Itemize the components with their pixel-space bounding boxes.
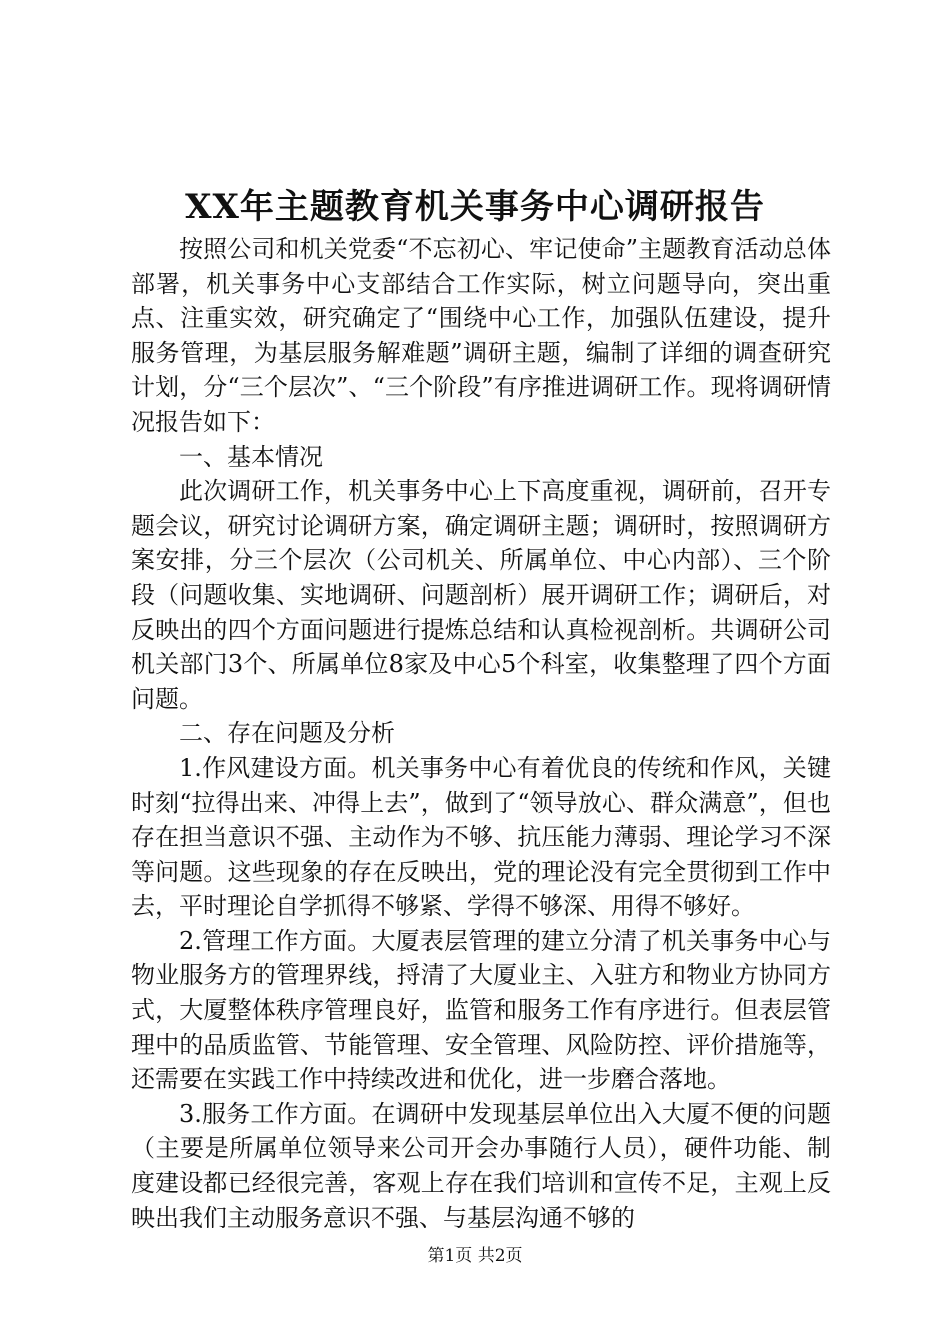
page-number-footer: 第1页 共2页 xyxy=(427,1246,523,1266)
basic-situation-paragraph: 此次调研工作，机关事务中心上下高度重视，调研前，召开专题会议，研究讨论调研方案，确定调研主题；调研时，按照调研方案安排，分三个层次（公司机关、所属单位、中心内部）、三个阶段（问题收集、实地调研、问题剖析）展开调研工作；调研后，对反映出的四个方面问题进行提炼总结和认真检视剖析。共调研公司机关部门3个、所属单位8家及中心5个科室，收集整理了四个方面问题。 xyxy=(131,477,831,713)
problem-style-paragraph: 1.作风建设方面。机关事务中心有着优良的传统和作风，关键时刻“拉得出来、冲得上去”，做到了“领导放心、群众满意”，但也存在担当意识不强、主动作为不够、抗压能力薄弱、理论学习不深等问题。这些现象的存在反映出，党的理论没有完全贯彻到工作中去，平时理论自学抓得不够紧、学得不够深、用得不够好。 xyxy=(131,753,831,921)
problem-service-paragraph: 3.服务工作方面。在调研中发现基层单位出入大厦不便的问题（主要是所属单位领导来公司开会办事随行人员），硬件功能、制度建设都已经很完善，客观上存在我们培训和宣传不足，主观上反映出我们主动服务意识不强、与基层沟通不够的 xyxy=(131,1099,831,1232)
intro-paragraph: 按照公司和机关党委“不忘初心、牢记使命”主题教育活动总体部署，机关事务中心支部结合工作实际，树立问题导向，突出重点、注重实效，研究确定了“围绕中心工作，加强队伍建设，提升服务管理，为基层服务解难题”调研主题，编制了详细的调查研究计划，分“三个层次”、“三个阶段”有序推进调研工作。现将调研情况报告如下： xyxy=(131,235,831,436)
section-heading-basic-situation: 一、基本情况 xyxy=(179,442,323,471)
document-title: XX年主题教育机关事务中心调研报告 xyxy=(185,187,765,227)
problem-management-paragraph: 2.管理工作方面。大厦表层管理的建立分清了机关事务中心与物业服务方的管理界线，捋清了大厦业主、入驻方和物业方协同方式，大厦整体秩序管理良好，监管和服务工作有序进行。但表层管理中的品质监管、节能管理、安全管理、风险防控、评价措施等，还需要在实践工作中持续改进和优化，进一步磨合落地。 xyxy=(131,926,831,1094)
section-heading-problems-analysis: 二、存在问题及分析 xyxy=(179,719,395,748)
document-body xyxy=(131,232,831,1235)
